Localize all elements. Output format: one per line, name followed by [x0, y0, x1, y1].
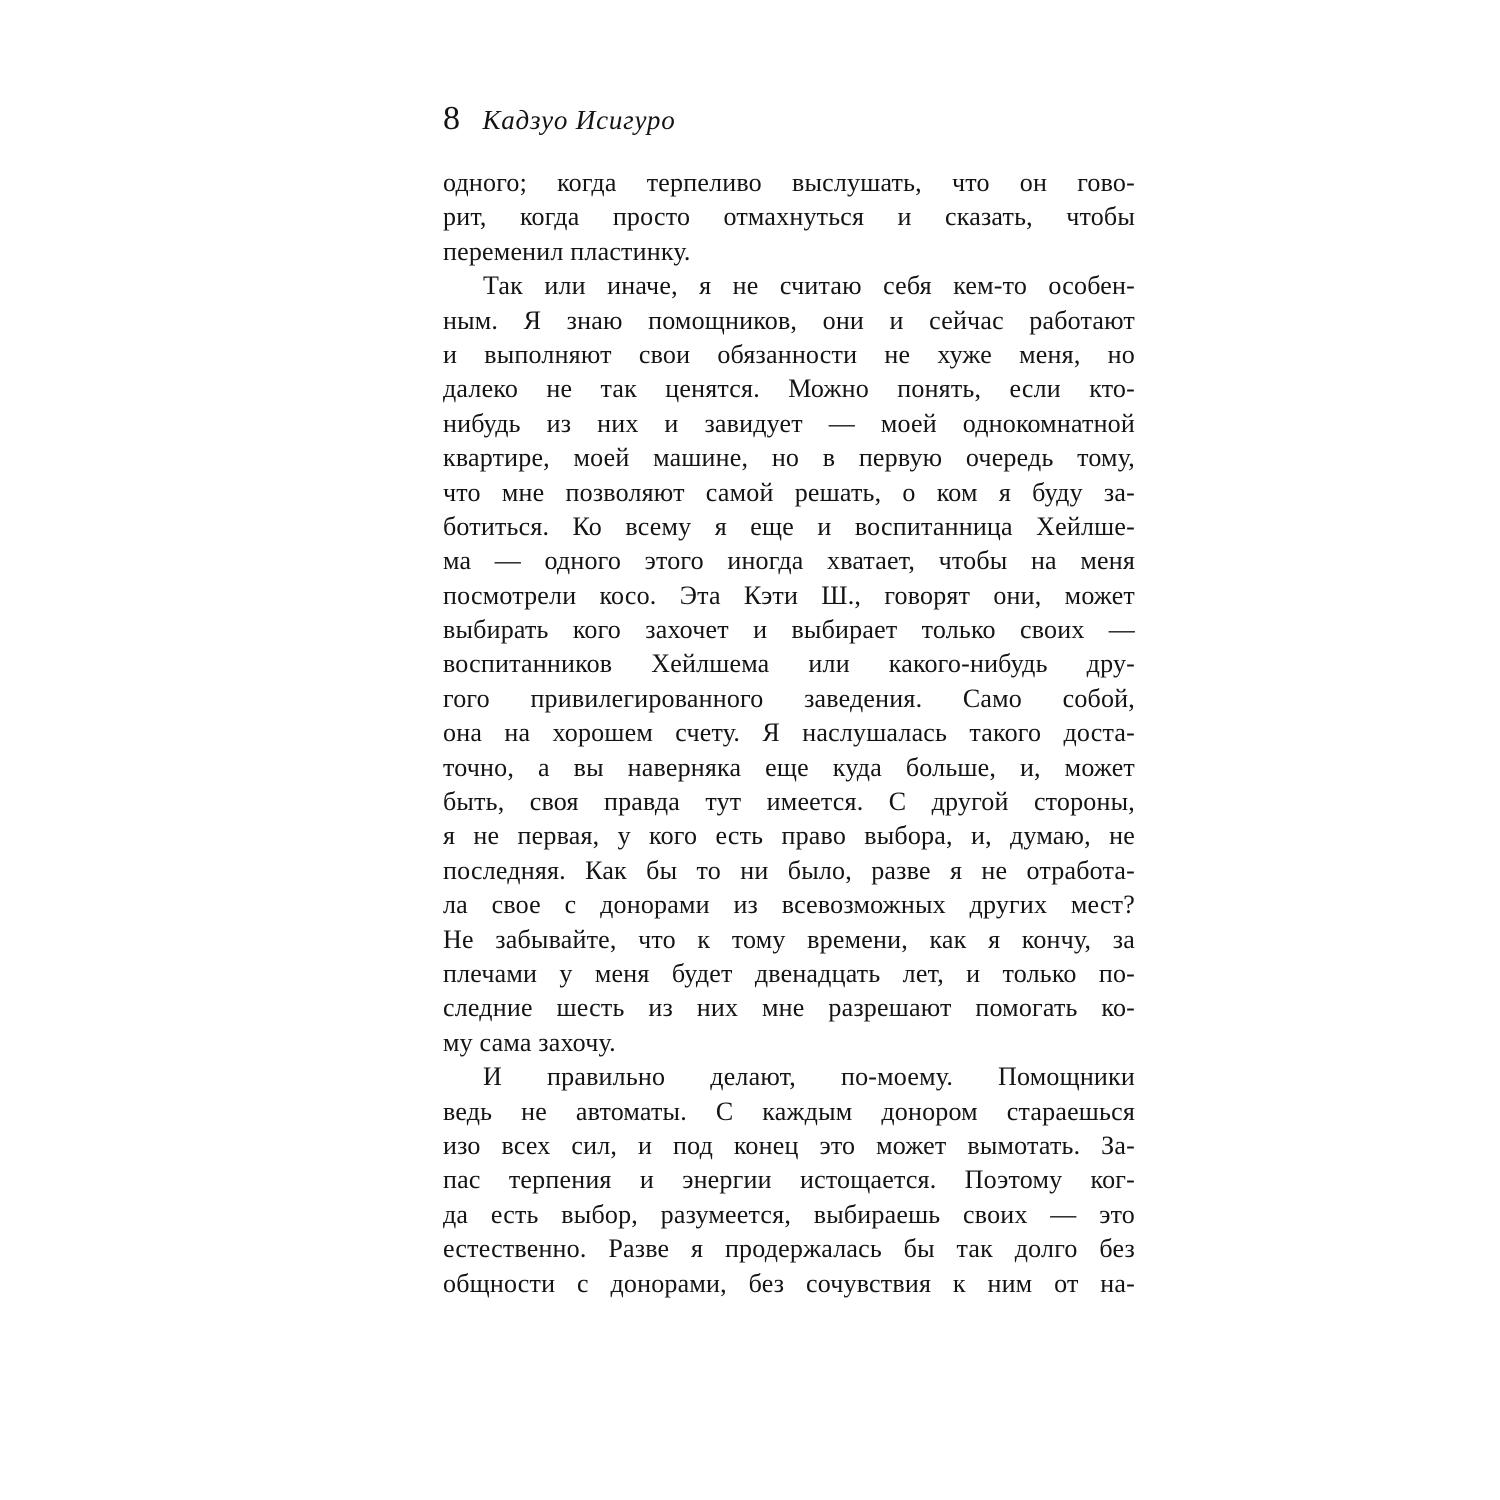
text-line: я не первая, у кого есть право выбора, и, думаю, не [443, 821, 1135, 851]
text-line: ботиться. Ко всему я еще и воспитанница Хейлше- [443, 511, 1135, 541]
text-line: ным. Я знаю помощников, они и сейчас работают [443, 305, 1135, 335]
text-line: она на хорошем счету. Я наслушалась такого доста- [443, 718, 1135, 748]
text-line: воспитанников Хейлшема или какого-нибудь дру- [443, 649, 1135, 679]
text-line: далеко не так ценятся. Можно понять, если кто- [443, 374, 1135, 404]
text-line: му сама захочу. [443, 1027, 616, 1057]
text-line: гого привилегированного заведения. Само собой, [443, 683, 1135, 713]
running-head-author: Кадзуо Исигуро [482, 105, 676, 135]
text-line: Не забывайте, что к тому времени, как я кончу, за [443, 924, 1135, 954]
text-line: быть, своя правда тут имеется. С другой стороны, [443, 787, 1135, 817]
text-line: точно, а вы наверняка еще куда больше, и, может [443, 752, 1135, 782]
text-line: И правильно делают, по-моему. Помощники [483, 1062, 1135, 1092]
text-line: квартире, моей машине, но в первую очередь тому, [443, 443, 1135, 473]
text-line: ла свое с донорами из всевозможных других мест? [443, 890, 1135, 920]
text-line: ма — одного этого иногда хватает, чтобы на меня [443, 546, 1135, 576]
text-line: одного; когда терпеливо выслушать, что он гово- [443, 168, 1135, 197]
text-line: рит, когда просто отмахнуться и сказать, чтобы [443, 202, 1135, 232]
text-line: посмотрели косо. Эта Кэти Ш., говорят они, может [443, 580, 1135, 610]
text-line: Так или иначе, я не считаю себя кем-то особен- [483, 271, 1135, 301]
text-line: пас терпения и энергии истощается. Поэтому ког- [443, 1165, 1135, 1195]
text-line: изо всех сил, и под конец это может вымотать. За- [443, 1130, 1135, 1160]
text-line: что мне позволяют самой решать, о ком я буду за- [443, 477, 1135, 507]
text-line: да есть выбор, разумеется, выбираешь своих — это [443, 1199, 1135, 1229]
text-line: нибудь из них и завидует — моей однокомнатной [443, 408, 1135, 438]
text-line: ведь не автоматы. С каждым донором стараешься [443, 1096, 1135, 1126]
page-number: 8 [443, 100, 461, 137]
body-text [443, 166, 1135, 1301]
running-head [443, 102, 1135, 136]
text-line: общности с донорами, без сочувствия к ним от на- [443, 1268, 1135, 1298]
text-line: и выполняют свои обязанности не хуже меня, но [443, 339, 1135, 369]
text-line: естественно. Разве я продержалась бы так долго без [443, 1234, 1135, 1264]
text-line: следние шесть из них мне разрешают помогать ко- [443, 993, 1135, 1023]
text-line: переменил пластинку. [443, 236, 691, 266]
text-line: последняя. Как бы то ни было, разве я не отработа- [443, 855, 1135, 885]
text-line: выбирать кого захочет и выбирает только своих — [443, 615, 1135, 645]
text-line: плечами у меня будет двенадцать лет, и только по- [443, 958, 1135, 988]
